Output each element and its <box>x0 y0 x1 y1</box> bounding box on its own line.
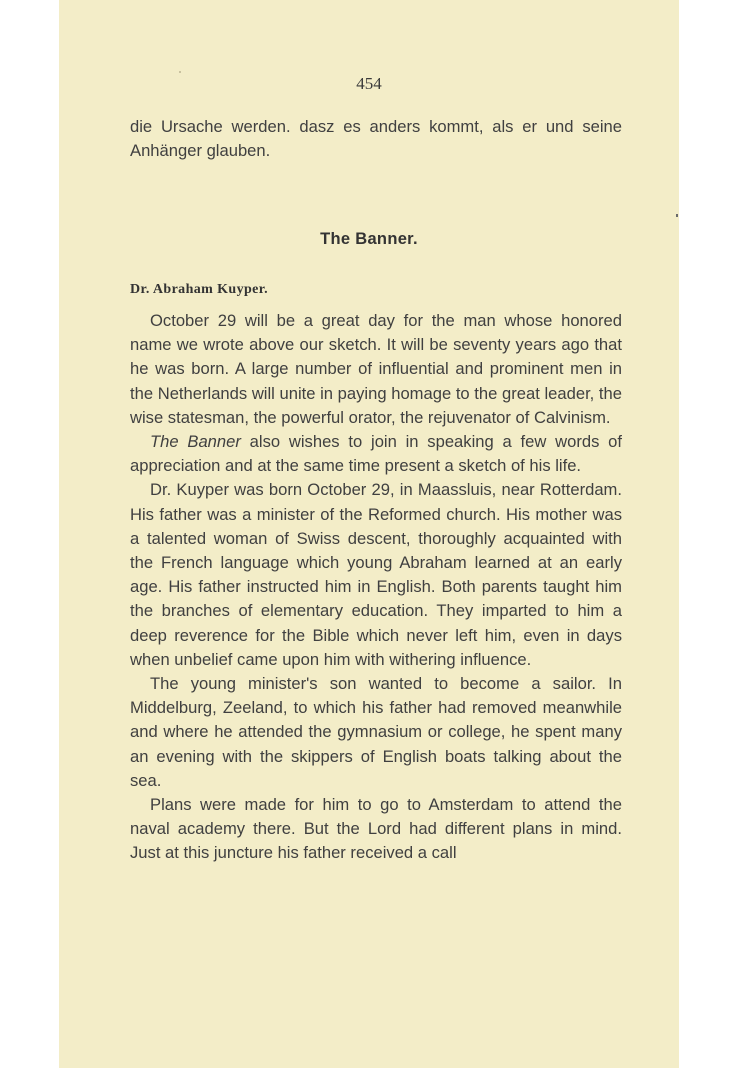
article-subheading: Dr. Abraham Kuyper. <box>130 282 269 297</box>
book-page <box>59 0 679 1068</box>
scan-edge-mark <box>676 214 678 217</box>
section-heading: The Banner. <box>320 230 418 248</box>
scan-speck <box>179 71 181 73</box>
paragraph-text: Dr. Kuyper was born October 29, in Maassluis, near Rotterdam. His father was a minister of the Reformed church. His mother was a talented woman of Swiss descent, thoroughly acquainted with the French language which young Abraham learned at an early age. His father instructed him in English. Both parents taught him the branches of elementary education. They imparted to him a deep reverence for the Bible which never left him, even in days when unbelief came upon him with withering influence. <box>130 480 622 669</box>
paragraph <box>130 430 622 478</box>
german-text: die Ursache werden. dasz es anders kommt, als er und seine Anhänger glauben. <box>130 117 622 161</box>
paragraph <box>130 672 622 793</box>
paragraph-text: October 29 will be a great day for the man whose honored name we wrote above our sketch. It will be seventy years ago that he was born. A large number of influential and prominent men in the Netherlands will unite in paying homage to the great leader, the wise statesman, the powerful orator, the rejuvenator of Calvinism. <box>130 311 622 427</box>
paragraph-text: Plans were made for him to go to Amsterdam to attend the naval academy there. But the Lord had different plans in mind. Just at this juncture his father received a call <box>130 795 622 863</box>
paragraph <box>130 309 622 430</box>
paragraph-text: The young minister's son wanted to become a sailor. In Middelburg, Zeeland, to which his father had removed meanwhile and where he attended the gymnasium or college, he spent many an evening with the skippers of English boats talking about the sea. <box>130 674 622 790</box>
page-number: 454 <box>356 74 382 93</box>
article-body <box>130 309 622 866</box>
paragraph-text: also wishes to join in speaking a few words of appreciation and at the same time present a sketch of his life. <box>130 432 622 476</box>
paragraph <box>130 793 622 866</box>
paragraph <box>130 478 622 672</box>
publication-title: The Banner <box>150 432 241 452</box>
